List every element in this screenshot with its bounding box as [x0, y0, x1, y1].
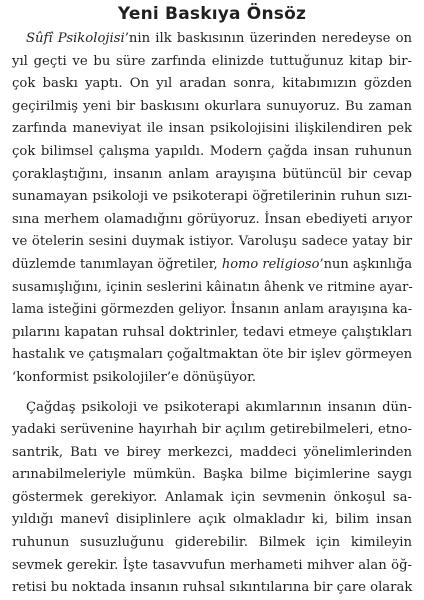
text-segment: ve ötelerin sesini duymak istiyor. Varoluşu sadece yatay bir [12, 234, 412, 250]
text-segment: yadaki serüvenine hayırhah bir açılım getirebilmeleri, etno- [12, 422, 412, 438]
text-segment: santrik, Batı ve birey merkezci, maddeci yönelimlerinden [12, 444, 412, 460]
text-line [12, 51, 412, 74]
text-line [12, 231, 412, 254]
text-segment: yıl geçti ve bu süre zarfında elinizde tuttuğunuz kitap bir- [12, 53, 412, 69]
text-line [12, 299, 412, 322]
text-line [12, 419, 412, 442]
text-segment: sına merhem olamadığını görüyoruz. İnsan ebediyeti arıyor [12, 211, 412, 227]
text-segment: lama isteğini görmezden geliyor. İnsanın anlam arayışına ka- [12, 302, 413, 318]
text-line [12, 367, 412, 390]
text-segment: hastalık ve çatışmaları çoğaltmaktan öte bir işlev görmeyen [12, 347, 413, 363]
text-line [12, 186, 412, 209]
body-text [12, 28, 412, 600]
text-line [12, 118, 412, 141]
text-segment: arınabilmeleriyle mümkün. Başka bilme biçimlerine saygı [12, 467, 412, 483]
text-line [12, 464, 412, 487]
text-line [12, 141, 412, 164]
text-line [12, 442, 412, 465]
text-line [12, 487, 412, 510]
text-segment: ‘konformist psikolojiler’e dönüşüyor. [12, 369, 257, 385]
text-segment: çok bilimsel çalışma yapıldı. Modern çağda insan ruhunun [12, 143, 412, 159]
page-title: Yeni Baskıya Önsöz [117, 4, 307, 24]
text-segment: yıldığı manevî disiplinlere açık olmakladır ki, bilim insan [12, 512, 412, 528]
text-line [12, 73, 412, 96]
text-segment: retisi bu noktada insanın ruhsal sıkıntılarına bir çare olarak [12, 580, 413, 596]
paragraph [12, 28, 412, 390]
italic-text: homo religioso [221, 256, 320, 272]
text-line [12, 577, 412, 600]
text-line [12, 28, 412, 51]
text-segment: düzlemde tanımlayan öğretiler, [12, 256, 222, 272]
text-line [12, 209, 412, 232]
text-line [12, 277, 412, 300]
text-segment: pılarını kapatan ruhsal doktrinler, tedavi etmeye çalıştıkları [12, 324, 412, 340]
text-segment: geçirilmiş yeni bir baskısını okurlara sunuyoruz. Bu zaman [12, 98, 412, 114]
text-segment: göstermek gerekiyor. Anlamak için sevmenin önkoşul sa- [12, 489, 412, 505]
text-line [12, 96, 412, 119]
text-segment: sevmek gerekir. İşte tasavvufun merhameti mihver alan öğ- [12, 557, 412, 573]
paragraph [12, 397, 412, 600]
text-segment: ruhunun susuzluğunu giderebilir. Bilmek için kimileyin [12, 535, 412, 551]
text-line [12, 397, 412, 420]
text-line [12, 532, 412, 555]
text-segment: sunamayan psikoloji ve psikoterapi öğretilerinin ruhun sızı- [12, 189, 412, 205]
text-line [12, 254, 412, 277]
text-line [12, 509, 412, 532]
text-line [12, 555, 412, 578]
text-segment: Çağdaş psikoloji ve psikoterapi akımlarının insanın dün- [26, 399, 412, 415]
text-line [12, 322, 412, 345]
text-segment: susamışlığını, içinin seslerini kâinatın âhenk ve ritmine ayar- [12, 279, 413, 295]
text-segment: zarfında maneviyat ile insan psikolojisini ilişkilendiren pek [12, 121, 412, 137]
text-line [12, 164, 412, 187]
text-segment: ’nin ilk baskısının üzerinden neredeyse on [124, 31, 413, 46]
text-line [12, 344, 412, 367]
italic-text: Sûfî Psikolojisi [26, 31, 125, 46]
text-segment: ’nun aşkınlığa [319, 256, 413, 272]
text-segment: çoraklaştığını, insanın anlam arayışına bütüncül bir cevap [12, 166, 412, 182]
text-segment: çok baskı yaptı. On yıl aradan sonra, kitabımızın gözden [12, 76, 412, 92]
